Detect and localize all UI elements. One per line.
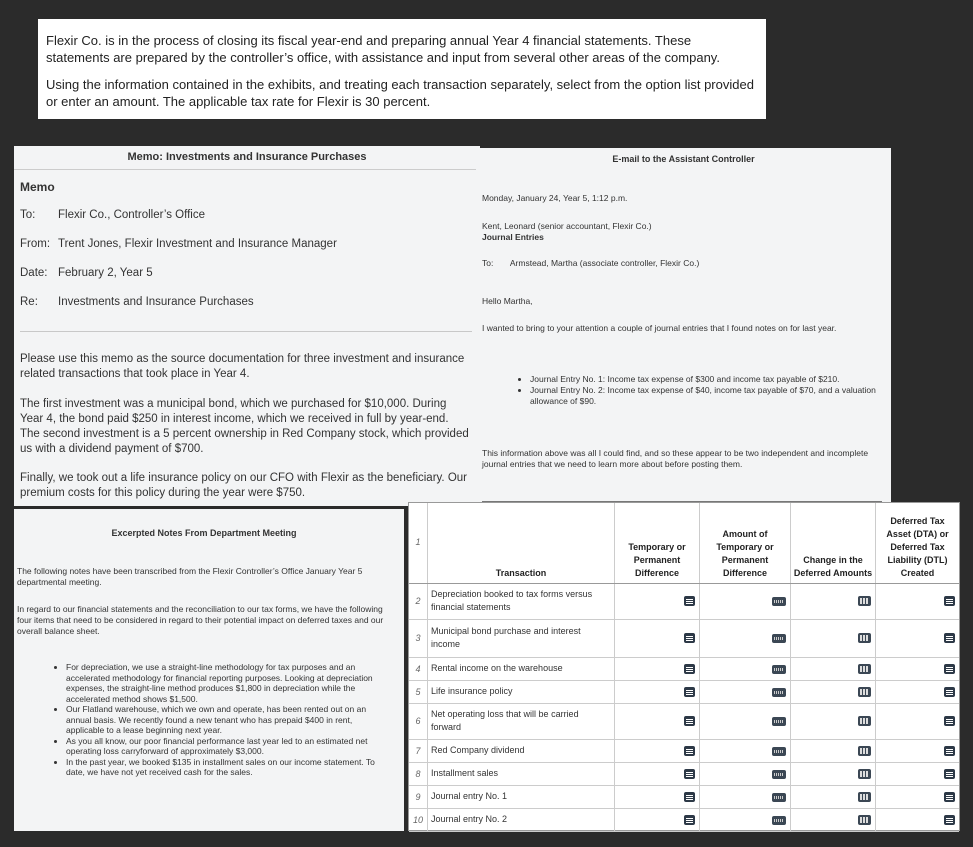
amount-input-cell[interactable] bbox=[700, 703, 791, 739]
temp-perm-select-cell[interactable] bbox=[615, 583, 700, 619]
table-row bbox=[409, 785, 959, 808]
notes-bullet-1: • For depreciation, we use a straight-line methodology for tax purposes and an accelerated methodology for financial reporting purposes. Looking at depreciation expenses, the straight-line method produces $1,800 in depreciation while the accelerated method shows $1,500. bbox=[66, 662, 391, 704]
column-header-amount: Amount of Temporary or Permanent Difference bbox=[700, 503, 791, 583]
option-list-icon[interactable] bbox=[944, 664, 955, 674]
answer-grid bbox=[408, 502, 960, 831]
amount-input-cell[interactable] bbox=[700, 739, 791, 762]
notes-bullet-4: • In the past year, we booked $135 in installment sales on our income statement. To date, we have not yet received cash for the sales. bbox=[66, 757, 391, 778]
dta-dtl-select-cell[interactable] bbox=[876, 703, 960, 739]
dta-dtl-select-cell[interactable] bbox=[876, 785, 960, 808]
option-list-icon[interactable] bbox=[944, 769, 955, 779]
row-number: 10 bbox=[409, 808, 428, 831]
email-from: Kent, Leonard (senior accountant, Flexir Co.) bbox=[482, 221, 652, 231]
column-header-temp-perm: Temporary or Permanent Difference bbox=[615, 503, 700, 583]
keyboard-icon[interactable] bbox=[772, 717, 786, 726]
amount-input-cell[interactable] bbox=[700, 657, 791, 680]
memo-date-label: Date: bbox=[20, 267, 48, 279]
dta-dtl-select-cell[interactable] bbox=[876, 739, 960, 762]
temp-perm-select-cell[interactable] bbox=[615, 680, 700, 703]
temp-perm-select-cell[interactable] bbox=[615, 785, 700, 808]
notes-paragraph-1: The following notes have been transcribed from the Flexir Controller’s Office January Year 5 departmental meeting. bbox=[17, 566, 363, 587]
row-number: 7 bbox=[409, 739, 428, 762]
memo-heading: Memo bbox=[20, 180, 55, 194]
email-to-value: Armstead, Martha (associate controller, Flexir Co.) bbox=[509, 258, 700, 268]
column-header-dta-dtl: Deferred Tax Asset (DTA) or Deferred Tax Liability (DTL) Created bbox=[876, 503, 960, 583]
transaction-label: Municipal bond purchase and interest income bbox=[428, 619, 615, 657]
option-list-icon[interactable] bbox=[684, 769, 695, 779]
option-list-icon[interactable] bbox=[684, 687, 695, 697]
change-input-cell[interactable] bbox=[791, 619, 876, 657]
row-number: 8 bbox=[409, 762, 428, 785]
row-number: 9 bbox=[409, 785, 428, 808]
memo-from-value: Trent Jones, Flexir Investment and Insurance Manager bbox=[58, 238, 337, 250]
change-input-cell[interactable] bbox=[791, 739, 876, 762]
option-list-icon[interactable] bbox=[684, 716, 695, 726]
table-row bbox=[409, 680, 959, 703]
column-header-change: Change in the Deferred Amounts bbox=[791, 503, 876, 583]
notes-bullet-list bbox=[54, 662, 391, 778]
change-input-cell[interactable] bbox=[791, 808, 876, 831]
transaction-label: Net operating loss that will be carried forward bbox=[428, 703, 615, 739]
temp-perm-select-cell[interactable] bbox=[615, 808, 700, 831]
memo-title: Memo: Investments and Insurance Purchases bbox=[14, 146, 480, 170]
option-list-icon[interactable] bbox=[684, 792, 695, 802]
notes-paragraph-2: In regard to our financial statements and the reconciliation to our tax forms, we have the following four items that need to be considered in regard to their potential impact on deferred taxes and our overall balance sheet. bbox=[17, 604, 384, 636]
dta-dtl-select-cell[interactable] bbox=[876, 583, 960, 619]
amount-input-cell[interactable] bbox=[700, 762, 791, 785]
transaction-label: Journal entry No. 1 bbox=[428, 785, 615, 808]
calculator-icon[interactable] bbox=[858, 815, 871, 825]
calculator-icon[interactable] bbox=[858, 716, 871, 726]
keyboard-icon[interactable] bbox=[772, 793, 786, 802]
option-list-icon[interactable] bbox=[944, 596, 955, 606]
keyboard-icon[interactable] bbox=[772, 747, 786, 756]
email-title: E-mail to the Assistant Controller bbox=[612, 154, 755, 164]
transaction-label: Journal entry No. 2 bbox=[428, 808, 615, 831]
change-input-cell[interactable] bbox=[791, 785, 876, 808]
calculator-icon[interactable] bbox=[858, 664, 871, 674]
table-row bbox=[409, 808, 959, 831]
row-number: 4 bbox=[409, 657, 428, 680]
calculator-icon[interactable] bbox=[858, 633, 871, 643]
table-row bbox=[409, 619, 959, 657]
memo-re bbox=[20, 296, 254, 308]
dta-dtl-select-cell[interactable] bbox=[876, 808, 960, 831]
option-list-icon[interactable] bbox=[944, 746, 955, 756]
memo-to-label: To: bbox=[20, 209, 36, 221]
table-row bbox=[409, 762, 959, 785]
memo-from bbox=[20, 238, 337, 250]
intro-paragraph-1: Flexir Co. is in the process of closing its fiscal year-end and preparing annual Year 4 financial statements. These statements are prepared by the controller’s office, with assistance and input from several other areas of the company. bbox=[46, 33, 720, 65]
memo-paragraph-1: Please use this memo as the source documentation for three investment and insurance related transactions that took place in Year 4. bbox=[20, 353, 465, 380]
memo-divider bbox=[20, 331, 472, 332]
amount-input-cell[interactable] bbox=[700, 619, 791, 657]
option-list-icon[interactable] bbox=[944, 687, 955, 697]
option-list-icon[interactable] bbox=[684, 633, 695, 643]
email-greeting: Hello Martha, bbox=[482, 296, 533, 306]
change-input-cell[interactable] bbox=[791, 657, 876, 680]
email-bullet-2: • Journal Entry No. 2: Income tax expense of $40, income tax payable of $70, and a valuation allowance of $90. bbox=[530, 385, 890, 407]
calculator-icon[interactable] bbox=[858, 769, 871, 779]
change-input-cell[interactable] bbox=[791, 762, 876, 785]
amount-input-cell[interactable] bbox=[700, 808, 791, 831]
header-row bbox=[409, 503, 959, 583]
option-list-icon[interactable] bbox=[684, 596, 695, 606]
email-paragraph-2: This information above was all I could find, and so these appear to be two independent and incomplete journal entries that we need to learn more about before posting them. bbox=[482, 448, 869, 469]
change-input-cell[interactable] bbox=[791, 680, 876, 703]
email-subject: Journal Entries bbox=[482, 232, 544, 242]
keyboard-icon[interactable] bbox=[772, 597, 786, 606]
email-to-label: To: bbox=[482, 258, 494, 268]
row-number: 5 bbox=[409, 680, 428, 703]
temp-perm-select-cell[interactable] bbox=[615, 762, 700, 785]
email-bullet-1: • Journal Entry No. 1: Income tax expense of $300 and income tax payable of $210. bbox=[530, 374, 890, 385]
option-list-icon[interactable] bbox=[944, 815, 955, 825]
memo-date bbox=[20, 267, 153, 279]
answer-table bbox=[409, 503, 959, 832]
memo-date-value: February 2, Year 5 bbox=[58, 267, 153, 279]
change-input-cell[interactable] bbox=[791, 583, 876, 619]
keyboard-icon[interactable] bbox=[772, 665, 786, 674]
temp-perm-select-cell[interactable] bbox=[615, 739, 700, 762]
email-paragraph-1: I wanted to bring to your attention a couple of journal entries that I found notes on for last year. bbox=[482, 323, 837, 333]
notes-bullet-2: • Our Flatland warehouse, which we own and operate, has been rented out on an annual basis. We recently found a new tenant who has prepaid $400 in rent, applicable to a lease beginning next year. bbox=[66, 704, 391, 736]
transaction-label: Depreciation booked to tax forms versus financial statements bbox=[428, 583, 615, 619]
keyboard-icon[interactable] bbox=[772, 770, 786, 779]
row-number: 3 bbox=[409, 619, 428, 657]
dta-dtl-select-cell[interactable] bbox=[876, 762, 960, 785]
memo-re-label: Re: bbox=[20, 296, 38, 308]
row-number: 6 bbox=[409, 703, 428, 739]
option-list-icon[interactable] bbox=[684, 664, 695, 674]
email-date: Monday, January 24, Year 5, 1:12 p.m. bbox=[482, 193, 628, 203]
change-input-cell[interactable] bbox=[791, 703, 876, 739]
option-list-icon[interactable] bbox=[684, 746, 695, 756]
transaction-label: Rental income on the warehouse bbox=[428, 657, 615, 680]
calculator-icon[interactable] bbox=[858, 792, 871, 802]
memo-to bbox=[20, 209, 205, 221]
column-header-transaction: Transaction bbox=[428, 503, 615, 583]
keyboard-icon[interactable] bbox=[772, 634, 786, 643]
keyboard-icon[interactable] bbox=[772, 688, 786, 697]
dta-dtl-select-cell[interactable] bbox=[876, 619, 960, 657]
amount-input-cell[interactable] bbox=[700, 583, 791, 619]
header-row-number: 1 bbox=[409, 503, 428, 583]
memo-paragraph-3: Finally, we took out a life insurance policy on our CFO with Flexir as the beneficiary. Our premium costs for this policy during the year were $750. bbox=[20, 472, 467, 499]
memo-re-value: Investments and Insurance Purchases bbox=[58, 296, 254, 308]
intro-panel bbox=[38, 19, 766, 119]
notes-title: Excerpted Notes From Department Meeting bbox=[111, 528, 297, 538]
memo-paragraph-2: The first investment was a municipal bond, which we purchased for $10,000. During Year 4, the bond paid $250 in interest income, which we received in full by year-end. The second investment is a 5 percent ownership in Red Company stock, which provided us with a dividend payment of $700. bbox=[20, 398, 469, 455]
option-list-icon[interactable] bbox=[944, 792, 955, 802]
notes-exhibit bbox=[14, 509, 404, 831]
calculator-icon[interactable] bbox=[858, 746, 871, 756]
transaction-label: Red Company dividend bbox=[428, 739, 615, 762]
dta-dtl-select-cell[interactable] bbox=[876, 657, 960, 680]
table-row bbox=[409, 703, 959, 739]
grid-body bbox=[409, 583, 959, 831]
table-row bbox=[409, 739, 959, 762]
memo-exhibit bbox=[14, 146, 480, 506]
memo-from-label: From: bbox=[20, 238, 51, 250]
notes-bullet-3: • As you all know, our poor financial performance last year led to an estimated net operating loss carryforward of approximately $3,000. bbox=[66, 736, 391, 757]
email-bullet-list bbox=[520, 374, 890, 407]
amount-input-cell[interactable] bbox=[700, 680, 791, 703]
temp-perm-select-cell[interactable] bbox=[615, 657, 700, 680]
table-row bbox=[409, 657, 959, 680]
transaction-label: Life insurance policy bbox=[428, 680, 615, 703]
temp-perm-select-cell[interactable] bbox=[615, 619, 700, 657]
email-exhibit bbox=[476, 148, 891, 502]
option-list-icon[interactable] bbox=[684, 815, 695, 825]
option-list-icon[interactable] bbox=[944, 716, 955, 726]
intro-paragraph-2: Using the information contained in the exhibits, and treating each transaction separately, select from the option list provided or enter an amount. The applicable tax rate for Flexir is 30 percent. bbox=[46, 77, 754, 109]
transaction-label: Installment sales bbox=[428, 762, 615, 785]
temp-perm-select-cell[interactable] bbox=[615, 703, 700, 739]
calculator-icon[interactable] bbox=[858, 687, 871, 697]
dta-dtl-select-cell[interactable] bbox=[876, 680, 960, 703]
memo-to-value: Flexir Co., Controller’s Office bbox=[58, 209, 205, 221]
table-row bbox=[409, 583, 959, 619]
row-number: 2 bbox=[409, 583, 428, 619]
email-to bbox=[482, 258, 882, 269]
calculator-icon[interactable] bbox=[858, 596, 871, 606]
amount-input-cell[interactable] bbox=[700, 785, 791, 808]
keyboard-icon[interactable] bbox=[772, 816, 786, 825]
option-list-icon[interactable] bbox=[944, 633, 955, 643]
